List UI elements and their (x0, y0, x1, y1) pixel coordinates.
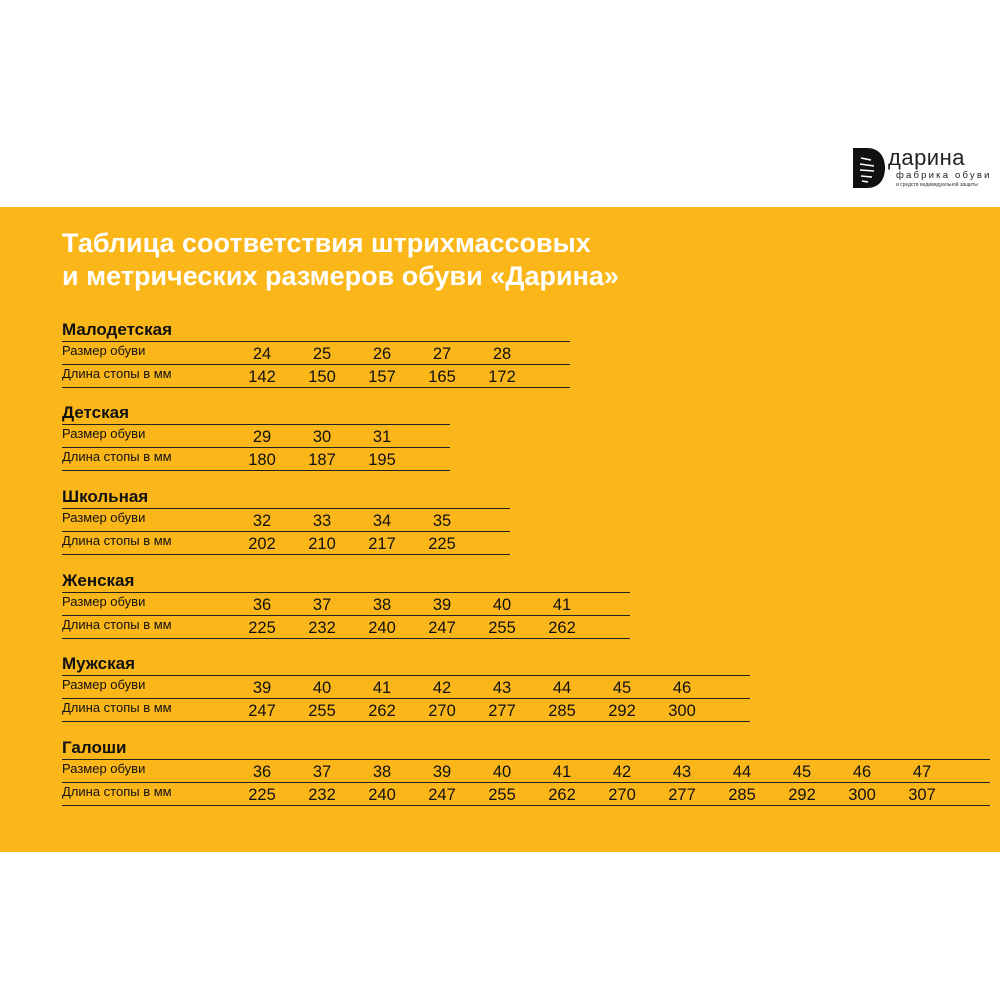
size-value: 35 (432, 512, 452, 530)
brand-logo (852, 146, 997, 192)
size-value: 43 (492, 679, 512, 697)
size-value: 47 (912, 763, 932, 781)
size-value: 43 (672, 763, 692, 781)
size-row (62, 675, 750, 698)
size-value: 29 (252, 428, 272, 446)
row-label: Длина стопы в мм (62, 449, 172, 464)
length-value: 270 (608, 786, 636, 804)
section-title: Мужская (62, 654, 135, 673)
size-row (62, 508, 510, 531)
length-value: 225 (428, 535, 456, 553)
size-value: 24 (252, 345, 272, 363)
row-label: Размер обуви (62, 594, 146, 609)
section-title: Галоши (62, 738, 127, 757)
row-label: Размер обуви (62, 426, 146, 441)
size-value: 46 (852, 763, 872, 781)
section-title: Школьная (62, 487, 149, 506)
length-row (62, 531, 510, 555)
size-value: 39 (432, 596, 452, 614)
length-value: 157 (368, 368, 396, 386)
length-value: 292 (788, 786, 816, 804)
length-value: 210 (308, 535, 336, 553)
size-section (62, 402, 450, 471)
size-value: 36 (252, 596, 272, 614)
size-section (62, 319, 570, 388)
size-value: 41 (552, 763, 572, 781)
zebra-d-logo-icon (852, 146, 886, 190)
size-value: 39 (252, 679, 272, 697)
row-label: Длина стопы в мм (62, 533, 172, 548)
length-value: 255 (488, 619, 516, 637)
size-chart-panel (0, 207, 1000, 852)
length-value: 255 (488, 786, 516, 804)
size-value: 39 (432, 763, 452, 781)
length-value: 195 (368, 451, 396, 469)
size-value: 26 (372, 345, 392, 363)
size-value: 45 (612, 679, 632, 697)
size-value: 38 (372, 763, 392, 781)
size-value: 31 (372, 428, 392, 446)
length-value: 262 (368, 702, 396, 720)
section-title: Малодетская (62, 320, 173, 339)
length-value: 277 (668, 786, 696, 804)
brand-tagline: фабрика обуви (896, 170, 992, 181)
size-value: 27 (432, 345, 452, 363)
length-value: 187 (308, 451, 336, 469)
length-row (62, 615, 630, 639)
row-label: Длина стопы в мм (62, 617, 172, 632)
length-value: 142 (248, 368, 276, 386)
length-value: 172 (488, 368, 516, 386)
page-title (62, 227, 619, 293)
length-value: 300 (848, 786, 876, 804)
length-value: 285 (548, 702, 576, 720)
size-value: 36 (252, 763, 272, 781)
length-value: 255 (308, 702, 336, 720)
length-value: 225 (248, 786, 276, 804)
length-row (62, 447, 450, 471)
size-value: 40 (492, 763, 512, 781)
length-value: 247 (428, 619, 456, 637)
length-value: 247 (428, 786, 456, 804)
length-value: 277 (488, 702, 516, 720)
length-row (62, 364, 570, 388)
section-title: Женская (62, 571, 135, 590)
size-section (62, 570, 630, 639)
length-row (62, 698, 750, 722)
length-value: 180 (248, 451, 276, 469)
size-value: 42 (432, 679, 452, 697)
length-value: 150 (308, 368, 336, 386)
section-title: Детская (62, 403, 129, 422)
length-value: 240 (368, 619, 396, 637)
size-section (62, 486, 510, 555)
size-value: 46 (672, 679, 692, 697)
size-value: 44 (552, 679, 572, 697)
size-value: 34 (372, 512, 392, 530)
size-value: 41 (372, 679, 392, 697)
size-value: 37 (312, 763, 332, 781)
size-value: 30 (312, 428, 332, 446)
length-value: 232 (308, 619, 336, 637)
length-value: 247 (248, 702, 276, 720)
row-label: Размер обуви (62, 761, 146, 776)
size-value: 41 (552, 596, 572, 614)
size-value: 33 (312, 512, 332, 530)
row-label: Длина стопы в мм (62, 366, 172, 381)
length-value: 217 (368, 535, 396, 553)
length-value: 285 (728, 786, 756, 804)
length-value: 225 (248, 619, 276, 637)
size-section (62, 737, 990, 806)
length-value: 262 (548, 619, 576, 637)
length-value: 270 (428, 702, 456, 720)
length-row (62, 782, 990, 806)
size-row (62, 424, 450, 447)
size-value: 40 (492, 596, 512, 614)
length-value: 240 (368, 786, 396, 804)
size-value: 38 (372, 596, 392, 614)
size-value: 42 (612, 763, 632, 781)
row-label: Длина стопы в мм (62, 700, 172, 715)
size-row (62, 759, 990, 782)
size-value: 45 (792, 763, 812, 781)
size-row (62, 341, 570, 364)
brand-name: дарина (888, 145, 965, 170)
size-value: 40 (312, 679, 332, 697)
length-value: 202 (248, 535, 276, 553)
size-value: 37 (312, 596, 332, 614)
row-label: Размер обуви (62, 510, 146, 525)
row-label: Размер обуви (62, 677, 146, 692)
size-value: 28 (492, 345, 512, 363)
brand-tagline-small: и средств индивидуальной защиты (896, 182, 978, 188)
size-row (62, 592, 630, 615)
length-value: 292 (608, 702, 636, 720)
size-value: 25 (312, 345, 332, 363)
size-section (62, 653, 750, 722)
length-value: 262 (548, 786, 576, 804)
row-label: Длина стопы в мм (62, 784, 172, 799)
length-value: 300 (668, 702, 696, 720)
title-line-1: Таблица соответствия штрихмассовых (62, 228, 591, 258)
title-line-2: и метрических размеров обуви «Дарина» (62, 261, 619, 291)
row-label: Размер обуви (62, 343, 146, 358)
size-value: 32 (252, 512, 272, 530)
length-value: 232 (308, 786, 336, 804)
length-value: 165 (428, 368, 456, 386)
size-value: 44 (732, 763, 752, 781)
length-value: 307 (908, 786, 936, 804)
